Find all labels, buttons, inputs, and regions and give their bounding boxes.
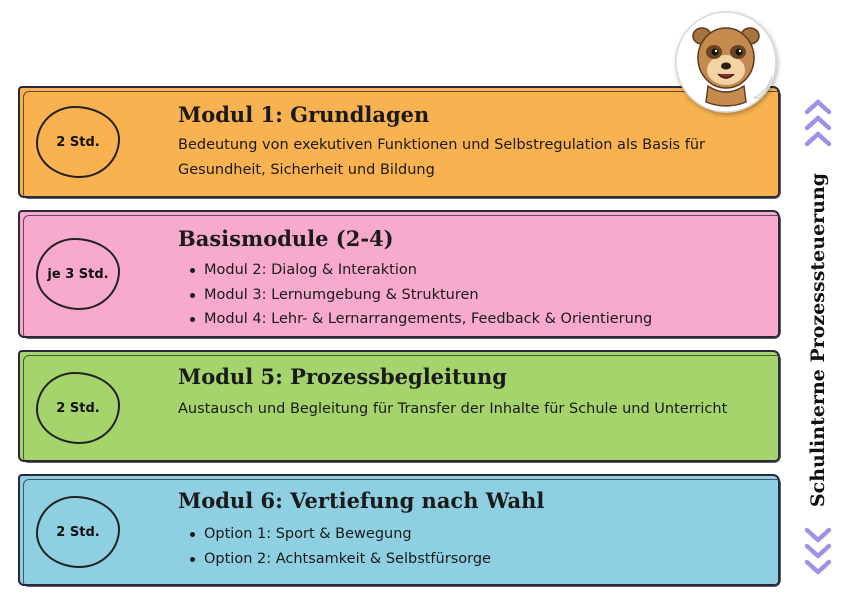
- duration-badge: 2 Std.: [36, 372, 120, 444]
- list-item: Option 2: Achtsamkeit & Selbstfürsorge: [188, 547, 491, 572]
- module-6-card: [18, 474, 780, 586]
- list-item: Modul 4: Lehr- & Lernarrangements, Feedback & Orientierung: [188, 307, 652, 332]
- duration-badge: je 3 Std.: [36, 238, 120, 310]
- chevron-down-icon: [804, 518, 832, 582]
- module-description: Austausch und Begleitung für Transfer der Inhalte für Schule und Unterricht: [178, 401, 728, 417]
- list-item: Modul 2: Dialog & Interaktion: [188, 258, 652, 283]
- module-list: [188, 258, 652, 332]
- module-5-card: [18, 350, 780, 462]
- basismodule-card: [18, 210, 780, 338]
- module-title: Modul 1: Grundlagen: [178, 102, 430, 127]
- duration-badge: 2 Std.: [36, 496, 120, 568]
- module-1-card: [18, 86, 780, 198]
- meerkat-mascot-icon: [668, 6, 786, 118]
- chevron-up-icon: [804, 96, 832, 160]
- duration-badge: 2 Std.: [36, 106, 120, 178]
- module-title: Basismodule (2-4): [178, 226, 394, 251]
- module-title: Modul 5: Prozessbegleitung: [178, 364, 507, 389]
- side-label-text: Schulinterne Prozesssteuerung: [807, 172, 829, 508]
- list-item: Option 1: Sport & Bewegung: [188, 522, 491, 547]
- module-list: [188, 522, 491, 571]
- module-description: Bedeutung von exekutiven Funktionen und Selbstregulation als Basis für Gesundheit, Sicherheit und Bildung: [178, 137, 705, 178]
- list-item: Modul 3: Lernumgebung & Strukturen: [188, 283, 652, 308]
- module-title: Modul 6: Vertiefung nach Wahl: [178, 488, 545, 513]
